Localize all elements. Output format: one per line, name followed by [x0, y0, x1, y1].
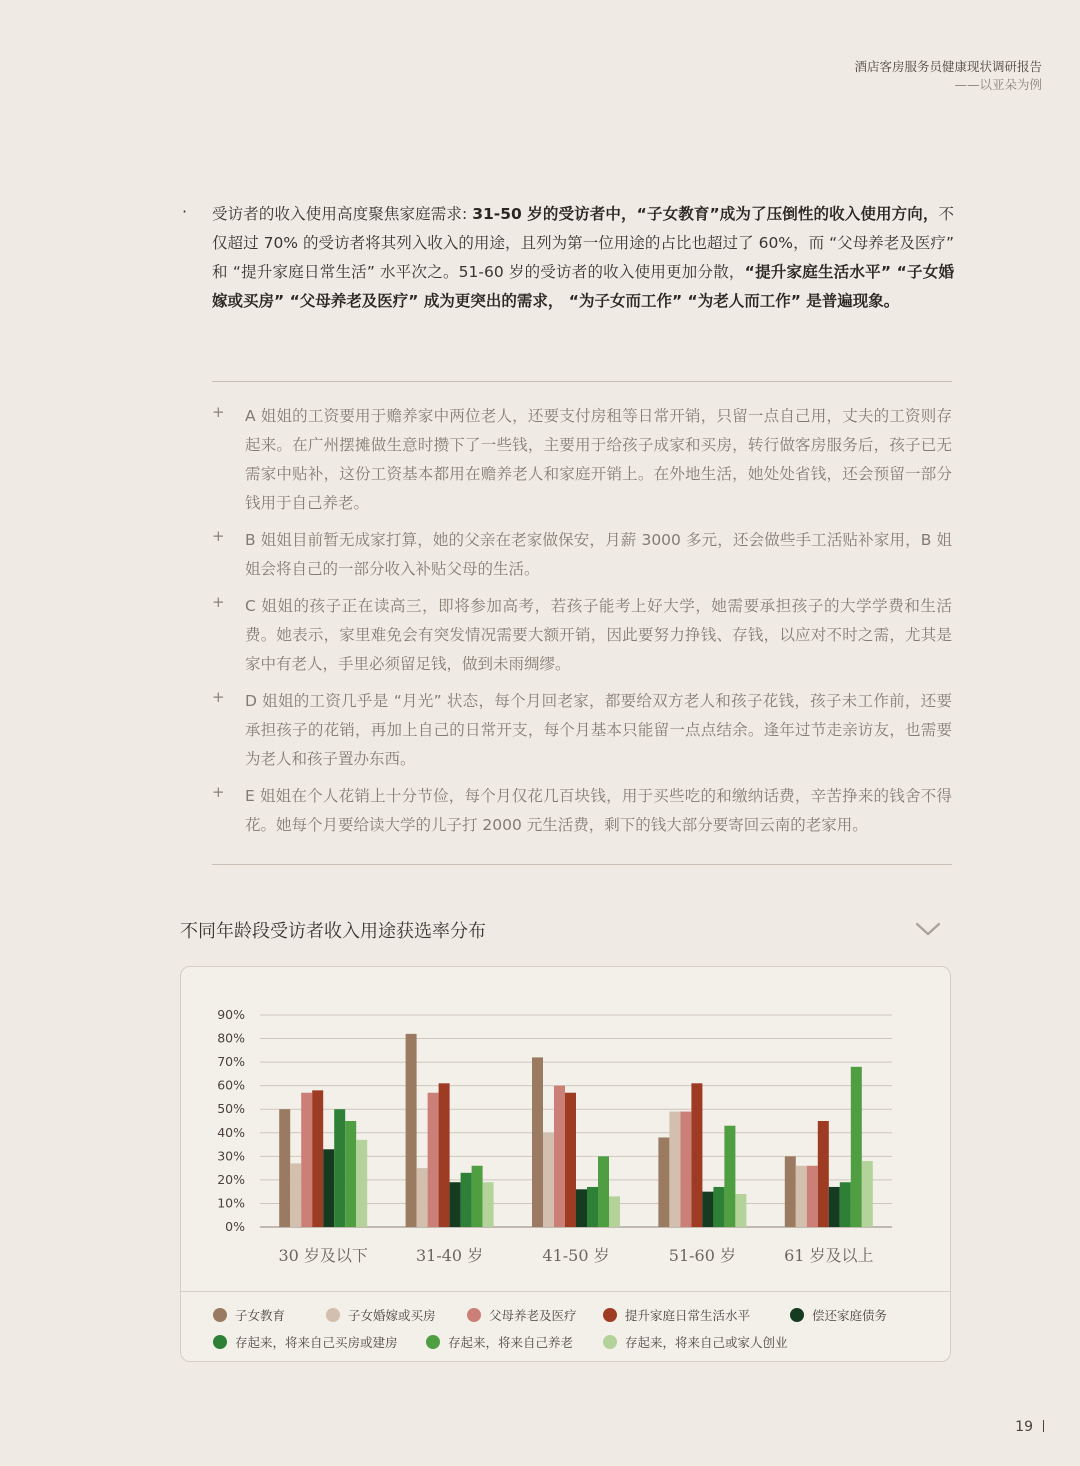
legend-item	[213, 1333, 398, 1351]
bar	[450, 1182, 461, 1227]
bar	[702, 1192, 713, 1227]
legend-label: 存起来，将来自己买房或建房	[235, 1335, 398, 1350]
case-item	[212, 402, 952, 518]
chart-legend	[181, 1291, 950, 1361]
legend-label: 子女婚嫁或买房	[348, 1308, 436, 1323]
finding-intro: 受访者的收入使用高度聚焦家庭需求:	[212, 205, 473, 223]
case-item	[212, 782, 952, 840]
legend-swatch	[213, 1335, 227, 1349]
legend-swatch	[603, 1335, 617, 1349]
x-tick-label: 61 岁及以上	[784, 1246, 874, 1265]
running-header	[854, 58, 1042, 94]
bar	[735, 1194, 746, 1227]
legend-swatch	[467, 1308, 481, 1322]
legend-label: 父母养老及医疗	[489, 1308, 577, 1323]
plus-icon: +	[212, 403, 225, 421]
case-text: B 姐姐目前暂无成家打算，她的父亲在老家做保安，月薪 3000 多元，还会做些手工活贴补家用，B 姐姐会将自己的一部分收入补贴父母的生活。	[245, 531, 952, 578]
chart-title: 不同年龄段受访者收入用途获选率分布	[180, 921, 486, 942]
legend-label: 存起来，将来自己养老	[448, 1335, 574, 1350]
bar	[312, 1090, 323, 1227]
bar	[428, 1093, 439, 1227]
page-number-bar	[1043, 1420, 1044, 1432]
y-tick-label: 30%	[217, 1148, 245, 1164]
bar	[840, 1182, 851, 1227]
legend-label: 提升家庭日常生活水平	[625, 1308, 751, 1323]
legend-label: 偿还家庭债务	[812, 1308, 888, 1323]
legend-item	[467, 1306, 577, 1324]
bar	[417, 1168, 428, 1227]
legend-item	[326, 1306, 436, 1324]
bar	[713, 1187, 724, 1227]
plus-icon: +	[212, 688, 225, 706]
x-tick-label: 41-50 岁	[542, 1246, 610, 1265]
bar	[554, 1086, 565, 1227]
report-title: 酒店客房服务员健康现状调研报告	[854, 59, 1042, 74]
bar	[796, 1166, 807, 1227]
chevron-down-icon[interactable]	[914, 918, 942, 940]
x-tick-label: 51-60 岁	[668, 1246, 737, 1265]
bar	[406, 1034, 417, 1227]
case-text: C 姐姐的孩子正在读高三，即将参加高考，若孩子能考上好大学，她需要承担孩子的大学学费和生活费。她表示，家里难免会有突发情况需要大额开销，因此要努力挣钱、存钱，以应对不时之需，尤其是家中有老人，手里必须留足钱，做到未雨绸缪。	[245, 597, 952, 673]
bar	[598, 1156, 609, 1227]
finding-bold-1: 31-50 岁的受访者中，“子女教育”成为了压倒性的收入使用方向，	[472, 205, 939, 223]
bar	[691, 1083, 702, 1227]
bar	[439, 1083, 450, 1227]
plus-icon: +	[212, 527, 225, 545]
bar	[356, 1140, 367, 1227]
y-tick-label: 60%	[217, 1077, 245, 1093]
bar	[829, 1187, 840, 1227]
legend-item	[426, 1333, 573, 1351]
x-tick-label: 30 岁及以下	[278, 1246, 368, 1265]
report-subtitle: ——以亚朵为例	[954, 77, 1042, 92]
bar	[724, 1126, 735, 1227]
plus-icon: +	[212, 593, 225, 611]
bar	[543, 1133, 554, 1227]
y-tick-label: 70%	[217, 1054, 245, 1070]
bar	[658, 1137, 669, 1227]
legend-item	[603, 1306, 750, 1324]
divider-top	[212, 381, 952, 382]
bar	[576, 1189, 587, 1227]
legend-item	[603, 1333, 788, 1351]
bar	[345, 1121, 356, 1227]
legend-label: 子女教育	[235, 1308, 286, 1323]
y-tick-label: 90%	[217, 1007, 245, 1022]
legend-swatch	[790, 1308, 804, 1322]
finding-bold-2: “提升家庭生活水平” “子女婚嫁或买房” “父母养老及医疗” 成为更突出的需求， “为子女而工作” “为老人而工作” 是普遍现象。	[212, 263, 954, 310]
y-tick-label: 80%	[217, 1030, 245, 1046]
bar	[818, 1121, 829, 1227]
bar	[565, 1093, 576, 1227]
page-number-text: 19	[1015, 1419, 1033, 1435]
bar	[680, 1112, 691, 1227]
legend-item	[790, 1306, 887, 1324]
bar	[323, 1149, 334, 1227]
legend-swatch	[326, 1308, 340, 1322]
y-tick-label: 50%	[217, 1101, 245, 1117]
chart-card	[180, 966, 951, 1362]
divider-bottom	[212, 864, 952, 865]
case-item	[212, 526, 952, 584]
plus-icon: +	[212, 783, 225, 801]
bar	[290, 1163, 301, 1227]
bar	[301, 1093, 312, 1227]
bar	[851, 1067, 862, 1227]
bar	[461, 1173, 472, 1227]
bullet-marker: ·	[182, 202, 188, 221]
y-tick-label: 20%	[217, 1171, 245, 1187]
case-item	[212, 687, 952, 774]
case-item	[212, 592, 952, 679]
legend-item	[213, 1306, 285, 1324]
bar	[587, 1187, 598, 1227]
bar	[334, 1109, 345, 1227]
y-tick-label: 0%	[225, 1219, 245, 1234]
legend-swatch	[426, 1335, 440, 1349]
finding-middle: 不仅超过 70% 的受访者将其列入收入的用途，且列为第一位用途的占比也超过了 60%，而 “父母养老及医疗” 和 “提升家庭日常生活” 水平次之。51-60 岁的受访者的收入使用更加分散，	[212, 205, 954, 281]
bar	[532, 1057, 543, 1227]
bar-chart	[181, 967, 951, 1291]
bar	[862, 1161, 873, 1227]
page-number	[1015, 1419, 1044, 1435]
bar	[483, 1182, 494, 1227]
case-text: D 姐姐的工资几乎是 “月光” 状态，每个月回老家，都要给双方老人和孩子花钱，孩子未工作前，还要承担孩子的花销，再加上自己的日常开支，每个月基本只能留一点点结余。逢年过节走亲访友，也需要为老人和孩子置办东西。	[245, 692, 952, 768]
key-finding	[182, 200, 954, 316]
bar	[669, 1112, 680, 1227]
bar	[785, 1156, 796, 1227]
case-text: E 姐姐在个人花销上十分节俭，每个月仅花几百块钱，用于买些吃的和缴纳话费，辛苦挣来的钱舍不得花。她每个月要给读大学的儿子打 2000 元生活费，剩下的钱大部分要寄回云南的老家用。	[245, 787, 952, 834]
y-tick-label: 10%	[217, 1195, 245, 1211]
y-tick-label: 40%	[217, 1124, 245, 1140]
legend-swatch	[213, 1308, 227, 1322]
bar	[279, 1109, 290, 1227]
bar	[472, 1166, 483, 1227]
bar	[609, 1196, 620, 1227]
case-list	[212, 402, 952, 848]
legend-label: 存起来，将来自己或家人创业	[625, 1335, 788, 1350]
bar	[807, 1166, 818, 1227]
case-text: A 姐姐的工资要用于赡养家中两位老人，还要支付房租等日常开销，只留一点自己用，丈夫的工资则存起来。在广州摆摊做生意时攒下了一些钱，主要用于给孩子成家和买房，转行做客房服务后，孩子已无需家中贴补，这份工资基本都用在赡养老人和家庭开销上。在外地生活，她处处省钱，还会预留一部分钱用于自己养老。	[245, 407, 952, 512]
x-tick-label: 31-40 岁	[415, 1246, 484, 1265]
key-finding-text	[212, 200, 954, 316]
legend-swatch	[603, 1308, 617, 1322]
